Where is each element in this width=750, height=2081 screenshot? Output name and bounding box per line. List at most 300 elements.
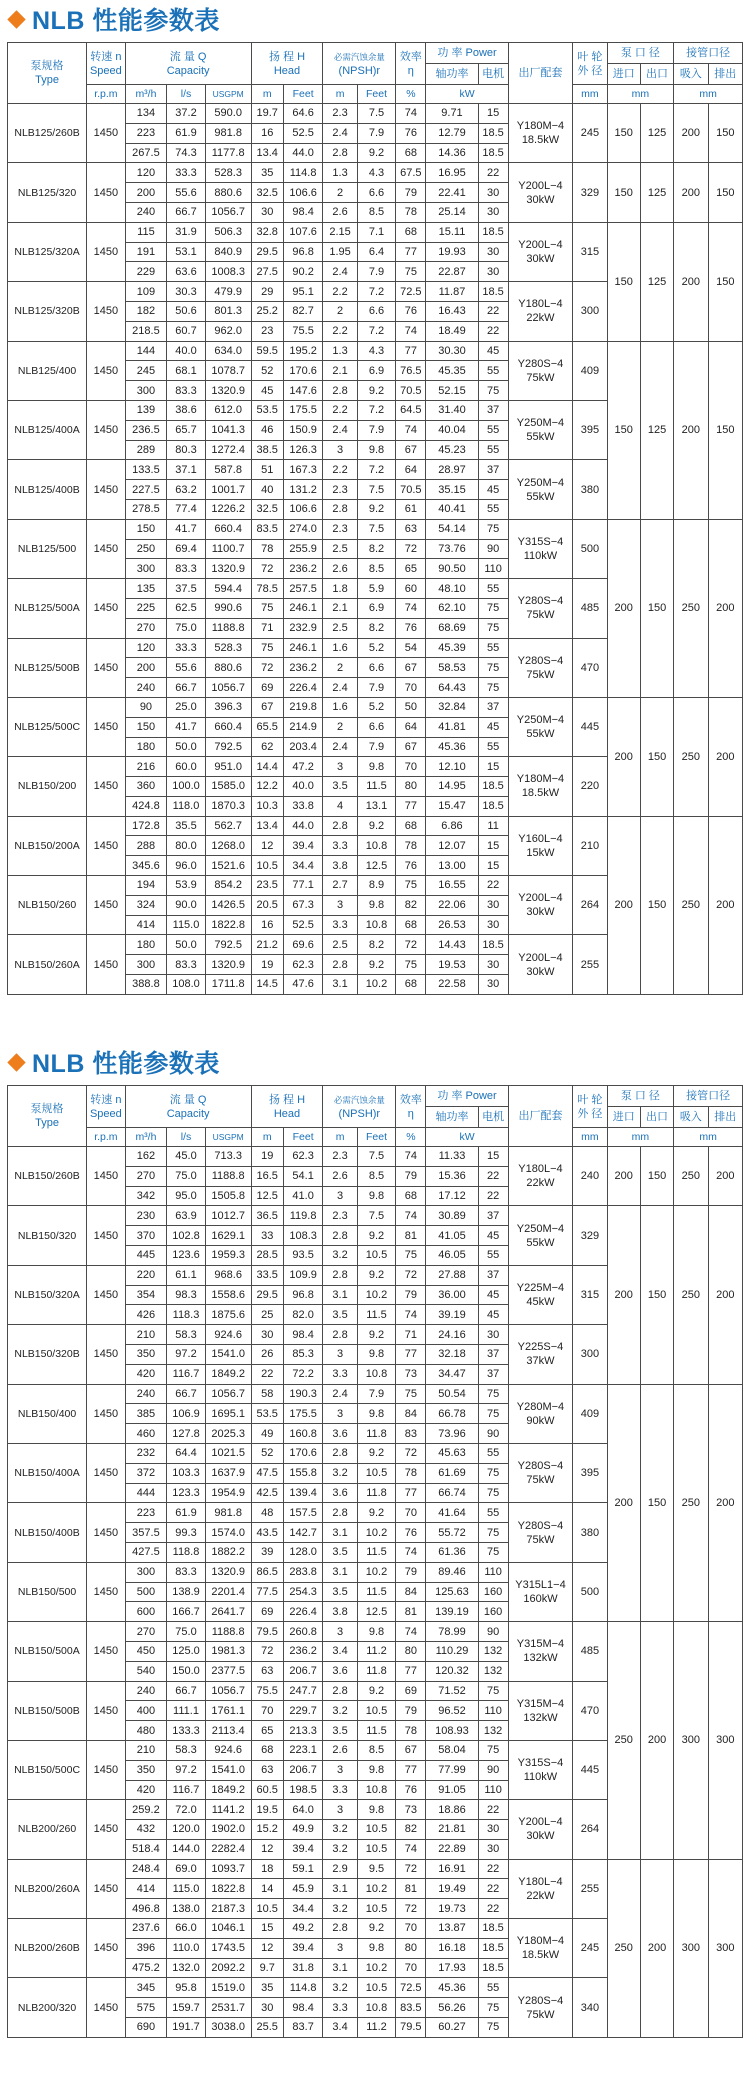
motor-model: Y180M−4 — [516, 120, 565, 133]
motor-power: 18.5 — [478, 1938, 508, 1958]
flow-ls: 80.0 — [167, 836, 206, 856]
factory-motor — [508, 1978, 573, 2037]
npsh-feet: 9.8 — [357, 1404, 396, 1424]
npsh-m: 2 — [323, 183, 357, 203]
npsh-m: 2.3 — [323, 519, 357, 539]
head-m: 72 — [251, 559, 283, 579]
head-m: 9.7 — [251, 1958, 283, 1978]
header-speed-zh: 转速 n — [90, 1093, 122, 1106]
npsh-feet: 10.2 — [357, 1523, 396, 1543]
head-feet: 69.6 — [283, 935, 323, 955]
motor-power: 15 — [478, 856, 508, 876]
npsh-m: 2.4 — [323, 262, 357, 282]
header-efficiency-zh: 效率 — [399, 50, 422, 63]
head-m: 70 — [251, 1701, 283, 1721]
flow-m3h: 200 — [125, 658, 167, 678]
header-impeller — [573, 1086, 607, 1128]
efficiency: 78 — [396, 202, 426, 222]
head-feet: 157.5 — [283, 1503, 323, 1523]
pump-type: NLB150/400 — [8, 1384, 87, 1443]
head-feet: 260.8 — [283, 1622, 323, 1642]
npsh-m: 3.3 — [323, 1364, 357, 1384]
flow-ls: 37.5 — [167, 579, 206, 599]
header-discharge: 排出 — [708, 64, 742, 85]
shaft-power: 40.41 — [426, 499, 478, 519]
pump-type: NLB150/320A — [8, 1265, 87, 1324]
npsh-feet: 9.8 — [357, 1938, 396, 1958]
flow-usgpm: 924.6 — [205, 1740, 251, 1760]
motor-model: Y200L−4 — [518, 1816, 563, 1829]
efficiency: 72 — [396, 539, 426, 559]
flow-m3h: 120 — [125, 638, 167, 658]
shaft-power: 22.58 — [426, 975, 478, 995]
shaft-power: 56.26 — [426, 1998, 478, 2018]
head-m: 30 — [251, 202, 283, 222]
head-m: 10.5 — [251, 1899, 283, 1919]
npsh-m: 3.3 — [323, 1998, 357, 2018]
head-feet: 246.1 — [283, 638, 323, 658]
flow-ls: 62.5 — [167, 598, 206, 618]
head-feet: 33.8 — [283, 796, 323, 816]
efficiency: 71 — [396, 1325, 426, 1345]
motor-power: 15 — [478, 104, 508, 124]
head-feet: 206.7 — [283, 1760, 323, 1780]
header-capacity-zh: 流 量 Q — [169, 50, 207, 63]
npsh-feet: 9.2 — [357, 381, 396, 401]
flow-m3h: 496.8 — [125, 1899, 167, 1919]
motor-power: 75 — [478, 598, 508, 618]
npsh-m: 1.3 — [323, 341, 357, 361]
flow-m3h: 426 — [125, 1305, 167, 1325]
npsh-feet: 6.9 — [357, 598, 396, 618]
head-feet: 54.1 — [283, 1166, 323, 1186]
head-feet: 119.8 — [283, 1206, 323, 1226]
shaft-power: 50.54 — [426, 1384, 478, 1404]
flow-ls: 58.3 — [167, 1740, 206, 1760]
npsh-feet: 9.2 — [357, 143, 396, 163]
pump-type: NLB200/320 — [8, 1978, 87, 2037]
flow-usgpm: 1629.1 — [205, 1226, 251, 1246]
flow-usgpm: 1822.8 — [205, 1879, 251, 1899]
npsh-m: 3.1 — [323, 1523, 357, 1543]
npsh-m: 2.8 — [323, 1919, 357, 1939]
head-m: 29.5 — [251, 242, 283, 262]
pump-type: NLB125/320 — [8, 163, 87, 222]
flow-usgpm: 1541.0 — [205, 1344, 251, 1364]
head-feet: 170.6 — [283, 1443, 323, 1463]
head-feet: 236.2 — [283, 658, 323, 678]
header-npsh-zh: 必需汽蚀余量 — [333, 51, 385, 62]
port-outlet: 150 — [640, 816, 673, 994]
impeller-diameter: 245 — [573, 1919, 607, 1978]
npsh-feet: 9.2 — [357, 955, 396, 975]
flow-usgpm: 1959.3 — [205, 1245, 251, 1265]
port-outlet: 150 — [640, 1206, 673, 1384]
npsh-feet: 9.2 — [357, 1265, 396, 1285]
flow-m3h: 267.5 — [125, 143, 167, 163]
efficiency: 54 — [396, 638, 426, 658]
motor-kw: 55kW — [526, 490, 555, 503]
factory-motor — [508, 222, 573, 281]
flow-usgpm: 1585.0 — [205, 777, 251, 797]
port-discharge: 200 — [708, 697, 742, 816]
flow-m3h: 150 — [125, 717, 167, 737]
head-m: 30 — [251, 1325, 283, 1345]
motor-power: 110 — [478, 559, 508, 579]
speed-value: 1450 — [87, 1681, 126, 1740]
motor-kw: 18.5kW — [521, 1949, 560, 1962]
motor-power: 55 — [478, 420, 508, 440]
pump-type: NLB150/500B — [8, 1681, 87, 1740]
motor-power: 37 — [478, 400, 508, 420]
flow-usgpm: 1093.7 — [205, 1859, 251, 1879]
npsh-m: 2.6 — [323, 1166, 357, 1186]
efficiency: 72.5 — [396, 1978, 426, 1998]
header-pipe-port: 接管口径 — [674, 1086, 743, 1107]
head-feet: 139.4 — [283, 1483, 323, 1503]
shaft-power: 15.11 — [426, 222, 478, 242]
motor-kw: 22kW — [526, 312, 555, 325]
flow-m3h: 180 — [125, 935, 167, 955]
npsh-feet: 6.9 — [357, 361, 396, 381]
flow-ls: 118.0 — [167, 796, 206, 816]
head-m: 33 — [251, 1226, 283, 1246]
motor-kw: 15kW — [526, 846, 555, 859]
efficiency: 79 — [396, 1701, 426, 1721]
efficiency: 81 — [396, 1226, 426, 1246]
header-efficiency — [396, 1086, 426, 1128]
port-outlet: 150 — [640, 1147, 673, 1206]
impeller-diameter: 315 — [573, 222, 607, 281]
npsh-m: 3 — [323, 895, 357, 915]
speed-value: 1450 — [87, 935, 126, 994]
flow-m3h: 372 — [125, 1463, 167, 1483]
head-feet: 232.9 — [283, 618, 323, 638]
impeller-diameter: 380 — [573, 460, 607, 519]
port-inlet: 200 — [607, 519, 640, 697]
port-outlet: 125 — [640, 163, 673, 222]
speed-value: 1450 — [87, 697, 126, 756]
motor-kw: 55kW — [526, 1236, 555, 1249]
npsh-m: 2.8 — [323, 816, 357, 836]
header-npsh-en: (NPSH)r — [338, 64, 381, 77]
head-feet: 203.4 — [283, 737, 323, 757]
npsh-m: 3.1 — [323, 1562, 357, 1582]
npsh-m: 2.15 — [323, 222, 357, 242]
head-m: 65.5 — [251, 717, 283, 737]
flow-usgpm: 1001.7 — [205, 480, 251, 500]
flow-ls: 102.8 — [167, 1226, 206, 1246]
npsh-m: 2.5 — [323, 539, 357, 559]
head-m: 32.5 — [251, 183, 283, 203]
npsh-m: 3.2 — [323, 1245, 357, 1265]
head-feet: 98.4 — [283, 1325, 323, 1345]
head-feet: 254.3 — [283, 1582, 323, 1602]
motor-kw: 55kW — [526, 728, 555, 741]
unit-kw: kW — [426, 1128, 508, 1147]
shaft-power: 25.14 — [426, 202, 478, 222]
shaft-power: 14.36 — [426, 143, 478, 163]
flow-ls: 64.4 — [167, 1443, 206, 1463]
flow-usgpm: 660.4 — [205, 717, 251, 737]
efficiency: 60 — [396, 579, 426, 599]
unit-m: m — [251, 85, 283, 104]
flow-ls: 83.3 — [167, 1562, 206, 1582]
efficiency: 74 — [396, 321, 426, 341]
flow-m3h: 350 — [125, 1344, 167, 1364]
flow-m3h: 360 — [125, 777, 167, 797]
head-feet: 72.2 — [283, 1364, 323, 1384]
head-feet: 41.0 — [283, 1186, 323, 1206]
npsh-m: 3 — [323, 1404, 357, 1424]
flow-m3h: 259.2 — [125, 1800, 167, 1820]
port-discharge: 150 — [708, 104, 742, 163]
port-inlet: 150 — [607, 163, 640, 222]
motor-power: 37 — [478, 460, 508, 480]
motor-power: 75 — [478, 1681, 508, 1701]
head-m: 52 — [251, 361, 283, 381]
flow-m3h: 370 — [125, 1226, 167, 1246]
motor-power: 45 — [478, 717, 508, 737]
npsh-feet: 9.2 — [357, 1503, 396, 1523]
unit-pct: % — [396, 1128, 426, 1147]
motor-power: 55 — [478, 1503, 508, 1523]
npsh-m: 2.6 — [323, 202, 357, 222]
shaft-power: 41.81 — [426, 717, 478, 737]
head-m: 21.2 — [251, 935, 283, 955]
flow-ls: 100.0 — [167, 777, 206, 797]
flow-usgpm: 634.0 — [205, 341, 251, 361]
npsh-feet: 9.2 — [357, 1325, 396, 1345]
npsh-feet: 4.3 — [357, 341, 396, 361]
flow-usgpm: 1188.8 — [205, 1166, 251, 1186]
header-speed-en: Speed — [89, 1107, 122, 1120]
head-m: 12 — [251, 1938, 283, 1958]
header-impeller-zh: 叶 轮 — [577, 1093, 603, 1106]
flow-m3h: 414 — [125, 915, 167, 935]
flow-usgpm: 1519.0 — [205, 1978, 251, 1998]
flow-m3h: 210 — [125, 1740, 167, 1760]
npsh-feet: 13.1 — [357, 796, 396, 816]
efficiency: 83.5 — [396, 1998, 426, 2018]
head-feet: 52.5 — [283, 123, 323, 143]
efficiency: 72.5 — [396, 282, 426, 302]
impeller-diameter: 445 — [573, 1740, 607, 1799]
header-capacity — [125, 1086, 251, 1128]
motor-kw: 110kW — [523, 549, 558, 562]
pump-type: NLB125/320B — [8, 282, 87, 341]
flow-usgpm: 1882.2 — [205, 1542, 251, 1562]
shaft-power: 11.87 — [426, 282, 478, 302]
npsh-feet: 6.6 — [357, 717, 396, 737]
head-m: 40 — [251, 480, 283, 500]
pump-type: NLB125/500 — [8, 519, 87, 578]
head-m: 19.7 — [251, 104, 283, 124]
head-m: 14 — [251, 1879, 283, 1899]
npsh-m: 3.1 — [323, 1958, 357, 1978]
npsh-m: 3.5 — [323, 1542, 357, 1562]
npsh-feet: 10.2 — [357, 1562, 396, 1582]
flow-usgpm: 840.9 — [205, 242, 251, 262]
flow-m3h: 216 — [125, 757, 167, 777]
table-row — [8, 1384, 743, 1404]
flow-usgpm: 962.0 — [205, 321, 251, 341]
npsh-m: 3 — [323, 1186, 357, 1206]
shaft-power: 19.93 — [426, 242, 478, 262]
npsh-m: 2.6 — [323, 559, 357, 579]
impeller-diameter: 264 — [573, 1800, 607, 1859]
shaft-power: 52.15 — [426, 381, 478, 401]
flow-m3h: 420 — [125, 1780, 167, 1800]
flow-ls: 66.7 — [167, 202, 206, 222]
port-suction: 300 — [674, 1859, 708, 2037]
head-feet: 96.8 — [283, 242, 323, 262]
motor-power: 30 — [478, 183, 508, 203]
header-head-zh: 扬 程 H — [268, 1093, 306, 1106]
efficiency: 67 — [396, 1740, 426, 1760]
head-feet: 175.5 — [283, 1404, 323, 1424]
motor-power: 30 — [478, 915, 508, 935]
head-feet: 49.9 — [283, 1820, 323, 1840]
flow-usgpm: 2201.4 — [205, 1582, 251, 1602]
flow-ls: 138.0 — [167, 1899, 206, 1919]
flow-ls: 159.7 — [167, 1998, 206, 2018]
shaft-power: 30.89 — [426, 1206, 478, 1226]
flow-m3h: 575 — [125, 1998, 167, 2018]
table-row — [8, 1859, 743, 1879]
flow-usgpm: 1056.7 — [205, 202, 251, 222]
flow-usgpm: 2377.5 — [205, 1661, 251, 1681]
npsh-feet: 11.8 — [357, 1424, 396, 1444]
flow-usgpm: 1226.2 — [205, 499, 251, 519]
flow-ls: 83.3 — [167, 955, 206, 975]
flow-ls: 63.6 — [167, 262, 206, 282]
head-m: 75 — [251, 638, 283, 658]
shaft-power: 6.86 — [426, 816, 478, 836]
npsh-m: 1.6 — [323, 697, 357, 717]
efficiency: 81 — [396, 1602, 426, 1622]
head-m: 43.5 — [251, 1523, 283, 1543]
head-feet: 62.3 — [283, 955, 323, 975]
flow-m3h: 200 — [125, 183, 167, 203]
head-feet: 126.3 — [283, 440, 323, 460]
impeller-diameter: 409 — [573, 341, 607, 400]
motor-kw: 37kW — [526, 1355, 555, 1368]
unit-mm: mm — [607, 1128, 674, 1147]
flow-ls: 132.0 — [167, 1958, 206, 1978]
motor-power: 30 — [478, 202, 508, 222]
head-m: 32.5 — [251, 499, 283, 519]
motor-model: Y315S−4 — [517, 1757, 564, 1770]
flow-usgpm: 713.3 — [205, 1147, 251, 1167]
factory-motor — [508, 163, 573, 222]
port-suction: 250 — [674, 1206, 708, 1384]
port-inlet: 250 — [607, 1859, 640, 2037]
impeller-diameter: 470 — [573, 638, 607, 697]
shaft-power: 41.64 — [426, 1503, 478, 1523]
efficiency: 64 — [396, 460, 426, 480]
head-m: 60.5 — [251, 1780, 283, 1800]
impeller-diameter: 245 — [573, 104, 607, 163]
header-efficiency-zh: 效率 — [399, 1093, 422, 1106]
shaft-power: 35.15 — [426, 480, 478, 500]
efficiency: 74 — [396, 1839, 426, 1859]
motor-power: 22 — [478, 301, 508, 321]
speed-value: 1450 — [87, 1919, 126, 1978]
flow-ls: 77.4 — [167, 499, 206, 519]
flow-usgpm: 1849.2 — [205, 1780, 251, 1800]
unit-feet: Feet — [283, 1128, 323, 1147]
shaft-power: 78.99 — [426, 1622, 478, 1642]
factory-motor — [508, 1919, 573, 1978]
head-m: 69 — [251, 678, 283, 698]
npsh-feet: 9.2 — [357, 816, 396, 836]
motor-power: 30 — [478, 1820, 508, 1840]
flow-ls: 63.9 — [167, 1206, 206, 1226]
npsh-feet: 9.8 — [357, 757, 396, 777]
motor-model: Y250M−4 — [516, 714, 565, 727]
speed-value: 1450 — [87, 163, 126, 222]
speed-value: 1450 — [87, 1978, 126, 2037]
flow-usgpm: 1320.9 — [205, 1562, 251, 1582]
motor-power: 75 — [478, 1542, 508, 1562]
table-row — [8, 163, 743, 183]
flow-usgpm: 1188.8 — [205, 618, 251, 638]
flow-usgpm: 396.3 — [205, 697, 251, 717]
npsh-feet: 9.8 — [357, 440, 396, 460]
header-head — [251, 43, 323, 85]
head-feet: 236.2 — [283, 559, 323, 579]
npsh-feet: 8.5 — [357, 1166, 396, 1186]
head-feet: 155.8 — [283, 1463, 323, 1483]
motor-power: 37 — [478, 697, 508, 717]
flow-ls: 68.1 — [167, 361, 206, 381]
motor-power: 18.5 — [478, 282, 508, 302]
factory-motor — [508, 1622, 573, 1681]
flow-ls: 30.3 — [167, 282, 206, 302]
port-suction: 250 — [674, 1384, 708, 1622]
speed-value: 1450 — [87, 341, 126, 400]
head-feet: 257.5 — [283, 579, 323, 599]
header-npsh — [323, 43, 396, 85]
flow-ls: 50.0 — [167, 737, 206, 757]
motor-power: 18.5 — [478, 123, 508, 143]
efficiency: 50 — [396, 697, 426, 717]
shaft-power: 14.43 — [426, 935, 478, 955]
motor-power: 22 — [478, 876, 508, 896]
diamond-bullet-icon — [7, 1053, 25, 1071]
shaft-power: 16.55 — [426, 876, 478, 896]
npsh-m: 3.5 — [323, 1721, 357, 1741]
speed-value: 1450 — [87, 816, 126, 875]
flow-usgpm: 1875.6 — [205, 1305, 251, 1325]
motor-model: Y200L−4 — [518, 238, 563, 251]
motor-kw: 75kW — [526, 2008, 555, 2021]
pump-type: NLB150/500 — [8, 1562, 87, 1621]
flow-m3h: 424.8 — [125, 796, 167, 816]
efficiency: 75 — [396, 1245, 426, 1265]
unit-feet: Feet — [283, 85, 323, 104]
speed-value: 1450 — [87, 1740, 126, 1799]
npsh-m: 1.95 — [323, 242, 357, 262]
flow-ls: 191.7 — [167, 2018, 206, 2038]
flow-m3h: 227.5 — [125, 480, 167, 500]
motor-power: 75 — [478, 2018, 508, 2038]
head-feet: 170.6 — [283, 361, 323, 381]
flow-m3h: 194 — [125, 876, 167, 896]
port-inlet: 150 — [607, 222, 640, 341]
shaft-power: 16.95 — [426, 163, 478, 183]
